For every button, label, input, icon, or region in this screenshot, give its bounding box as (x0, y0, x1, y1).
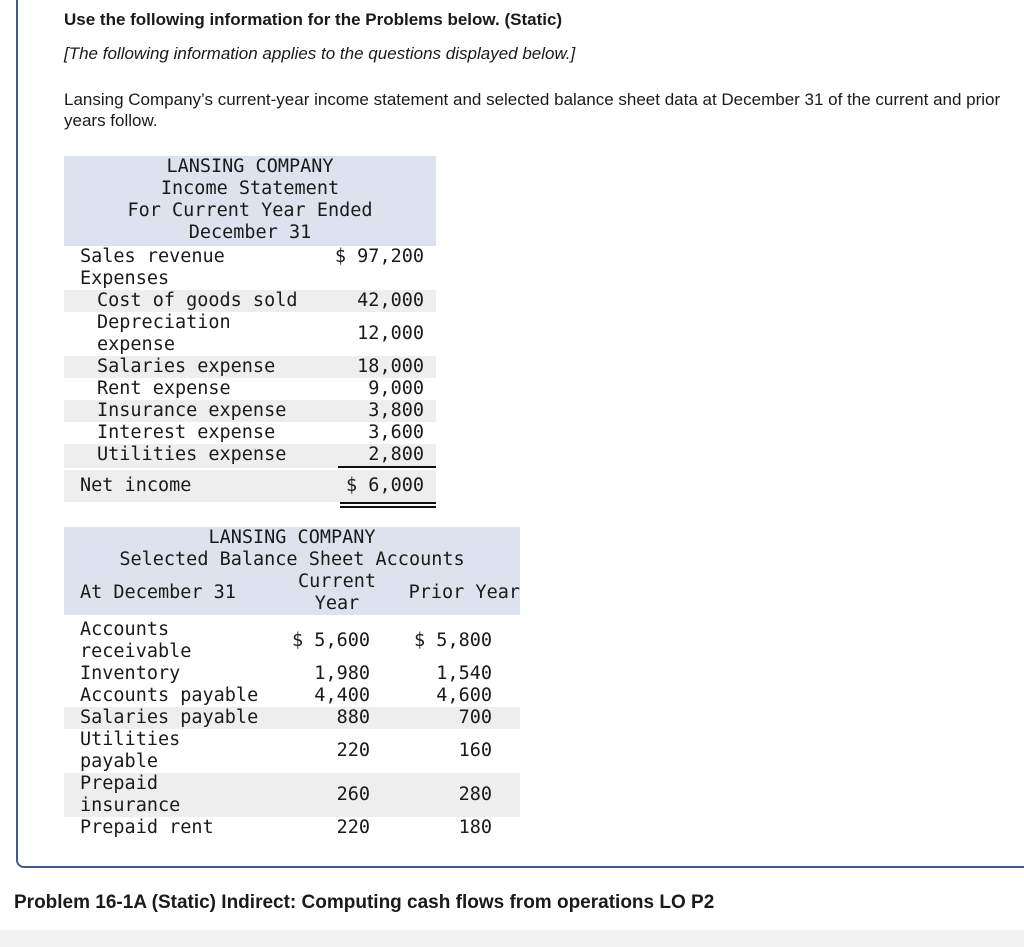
prior-value: 180 (458, 817, 492, 838)
balance-sheet-heading (64, 527, 520, 571)
expense-row (64, 422, 436, 444)
current-value: 260 (336, 784, 370, 805)
account-label: Utilities payable (80, 729, 181, 772)
income-statement-table (64, 156, 436, 502)
table-row (64, 619, 520, 663)
expense-label: Depreciation expense (97, 312, 231, 355)
company-name: LANSING COMPANY (166, 156, 334, 177)
expense-value: 3,800 (368, 400, 424, 421)
statement-title: Income Statement (160, 178, 340, 199)
table-row (64, 729, 520, 773)
info-note: [The following information applies to the questions displayed below.] (64, 44, 576, 63)
double-underline (340, 502, 436, 508)
expenses-header-row (64, 268, 436, 290)
net-income-label: Net income (80, 475, 192, 496)
expense-row (64, 290, 436, 312)
expense-label: Salaries expense (97, 356, 276, 377)
account-label: Prepaid insurance (80, 773, 181, 816)
expense-value: 2,800 (338, 444, 436, 468)
current-value: 4,400 (314, 685, 370, 706)
prior-year-header: Prior Year (408, 582, 520, 603)
expense-row (64, 312, 436, 356)
account-label: Salaries payable (80, 707, 259, 728)
statement-date: December 31 (188, 222, 312, 243)
account-label: Prepaid rent (80, 817, 214, 838)
expense-label: Insurance expense (97, 400, 287, 421)
expense-value: 42,000 (357, 290, 424, 311)
sales-label: Sales revenue (80, 246, 225, 267)
intro-text: Lansing Company’s current-year income statement and selected balance sheet data at December 31 of the current and prior years follow. (64, 90, 1001, 130)
expense-row (64, 356, 436, 378)
section-header: Use the following information for the Problems below. (Static) (64, 10, 563, 29)
problem-title: Problem 16-1A (Static) Indirect: Computing cash flows from operations LO P2 (14, 892, 715, 913)
income-statement-heading (64, 156, 436, 246)
sales-row (64, 246, 436, 268)
table-row (64, 685, 520, 707)
balance-sheet-table (64, 527, 520, 839)
expense-label: Interest expense (97, 422, 276, 443)
current-value: $ 5,600 (292, 630, 370, 651)
current-value: 880 (336, 707, 370, 728)
expense-label: Rent expense (97, 378, 231, 399)
statement-period: For Current Year Ended (127, 200, 373, 221)
account-label: Accounts receivable (80, 619, 192, 662)
current-value: 1,980 (314, 663, 370, 684)
net-income-value: $ 6,000 (346, 475, 424, 496)
expenses-label: Expenses (80, 268, 170, 289)
expense-row (64, 400, 436, 422)
expense-value: 3,600 (368, 422, 424, 443)
prior-value: 160 (458, 740, 492, 761)
expense-label: Cost of goods sold (97, 290, 298, 311)
current-year-header: Current Year (298, 571, 376, 614)
balance-sheet-title: Selected Balance Sheet Accounts (119, 549, 465, 570)
prior-value: 1,540 (436, 663, 492, 684)
footer-band (0, 930, 1024, 947)
table-row (64, 663, 520, 685)
current-value: 220 (336, 740, 370, 761)
account-label: Accounts payable (80, 685, 259, 706)
sales-value: $ 97,200 (334, 246, 424, 267)
account-label: Inventory (80, 663, 181, 684)
expense-row (64, 444, 436, 468)
prior-value: $ 5,800 (414, 630, 492, 651)
table-row (64, 707, 520, 729)
company-name: LANSING COMPANY (208, 527, 376, 548)
prior-value: 280 (458, 784, 492, 805)
table-row (64, 817, 520, 839)
expense-value: 18,000 (357, 356, 424, 377)
column-header-row (64, 571, 520, 615)
table-row (64, 773, 520, 817)
current-value: 220 (336, 817, 370, 838)
prior-value: 4,600 (436, 685, 492, 706)
expense-label: Utilities expense (97, 444, 287, 465)
net-income-row (64, 470, 436, 502)
date-column-header: At December 31 (80, 582, 236, 603)
expense-value: 12,000 (357, 323, 424, 344)
prior-value: 700 (458, 707, 492, 728)
expense-row (64, 378, 436, 400)
expense-value: 9,000 (368, 378, 424, 399)
